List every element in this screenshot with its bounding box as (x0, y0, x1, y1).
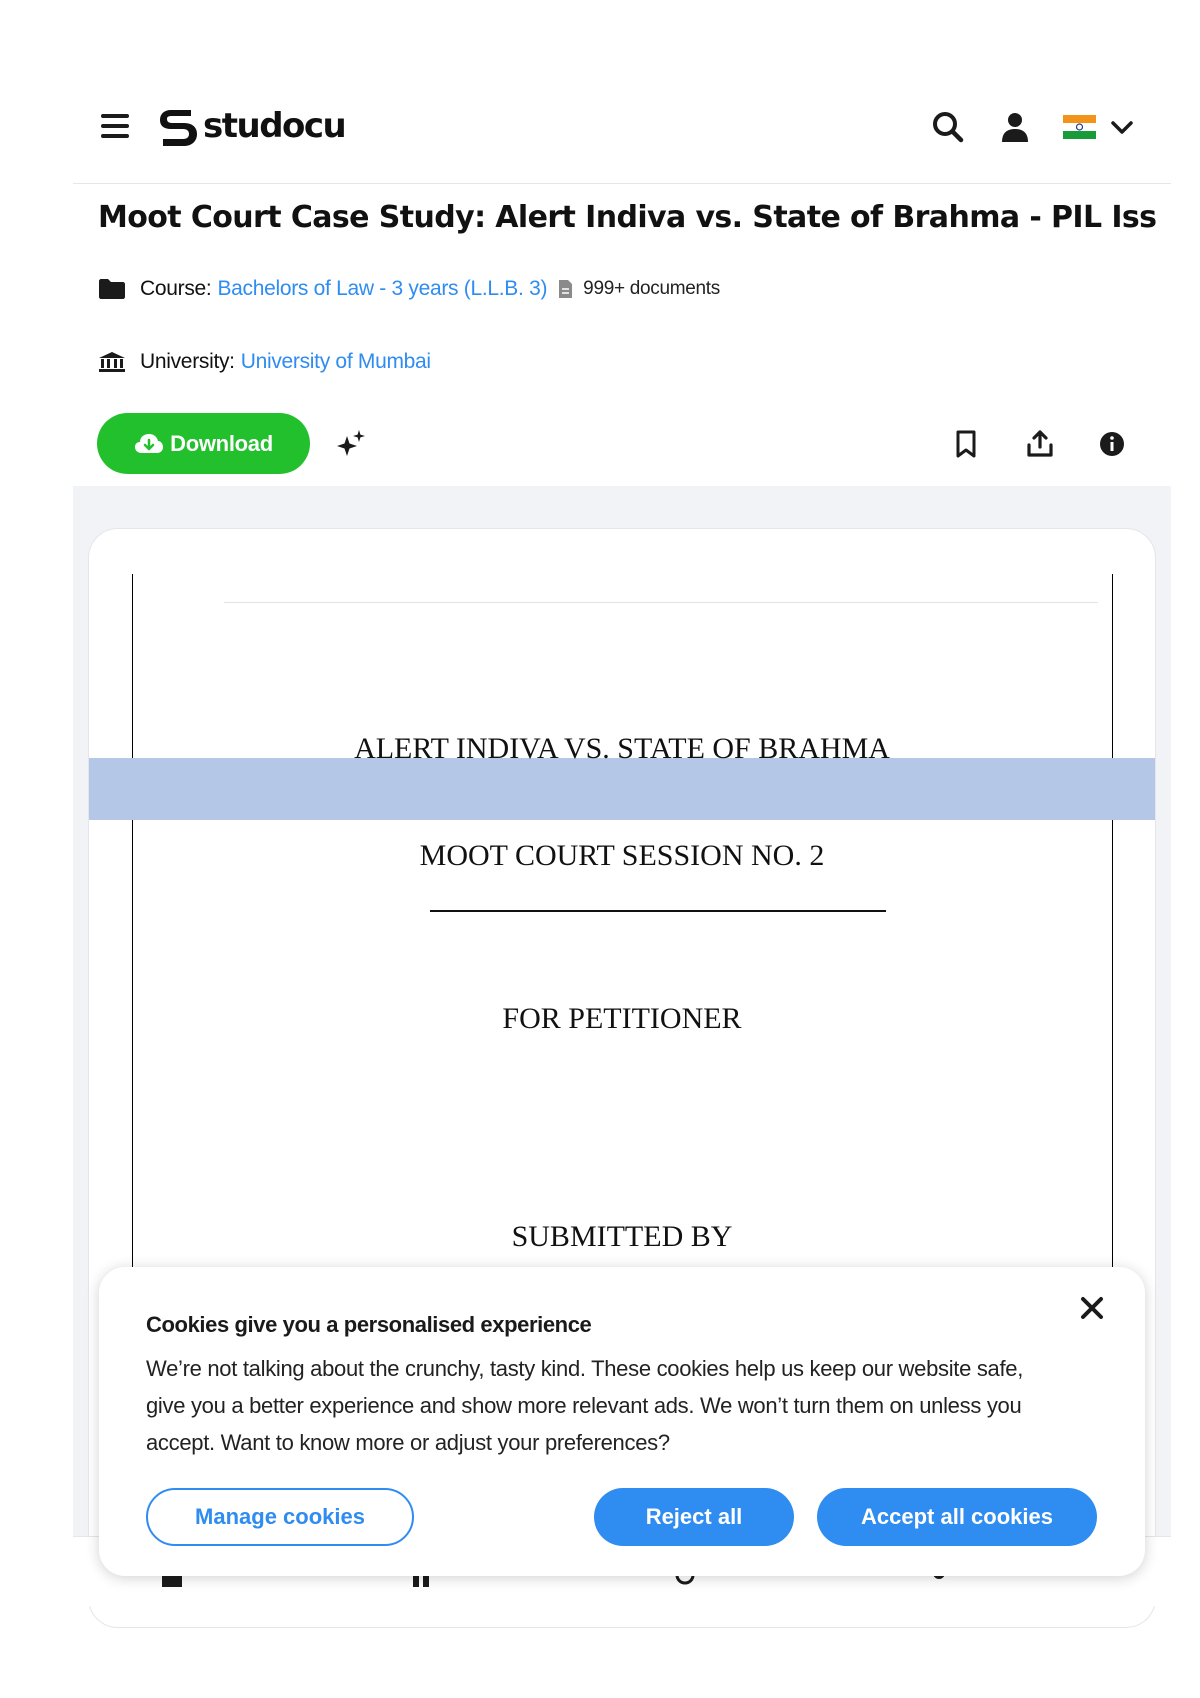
text-highlight (89, 758, 1155, 820)
cookie-title: Cookies give you a personalised experience (146, 1312, 592, 1337)
download-label: Download (170, 430, 273, 456)
studocu-logo-mark-icon (155, 102, 201, 150)
university-icon (98, 351, 126, 373)
chevron-down-icon[interactable] (1110, 116, 1134, 138)
doc-session: MOOT COURT SESSION NO. 2 (419, 839, 825, 872)
cookie-banner (99, 1267, 1145, 1576)
share-icon[interactable] (1025, 428, 1055, 460)
university-row (98, 350, 431, 374)
document-title: Moot Court Case Study: Alert Indiva vs. State of Brahma - PIL Iss (98, 200, 1157, 235)
course-link[interactable]: Bachelors of Law - 3 years (L.L.B. 3) (217, 277, 548, 300)
info-icon[interactable] (1097, 428, 1127, 460)
page-top-rule (224, 602, 1098, 603)
bookmark-icon[interactable] (951, 428, 981, 460)
doc-for-petitioner: FOR PETITIONER (502, 1002, 742, 1035)
sparkle-icon[interactable] (335, 428, 367, 460)
course-doc-count: 999+ documents (583, 278, 720, 299)
page-border-right (1112, 574, 1113, 1274)
logo-text: studocu (203, 106, 346, 146)
document-icon (557, 279, 573, 299)
folder-icon (98, 278, 126, 300)
top-bar (73, 88, 1171, 184)
doc-underline (430, 910, 886, 912)
cloud-download-icon (134, 432, 164, 456)
course-label: Course: (140, 277, 212, 300)
accept-all-cookies-button[interactable]: Accept all cookies (817, 1488, 1097, 1546)
manage-cookies-button[interactable]: Manage cookies (146, 1488, 414, 1546)
course-row (98, 277, 720, 301)
india-flag-icon[interactable] (1063, 115, 1096, 139)
page-border-left (132, 574, 133, 1274)
close-icon[interactable] (1079, 1295, 1105, 1321)
doc-submitted-by: SUBMITTED BY (511, 1220, 733, 1253)
doc-case-title: ALERT INDIVA VS. STATE OF BRAHMA (354, 732, 890, 765)
cookie-body: We’re not talking about the crunchy, tasty kind. These cookies help us keep our website safe, give you a better experience and show more relevant ads. We won’t turn them on unless you accept. Want to know more or adjust your preferences? (146, 1356, 1024, 1455)
reject-all-button[interactable]: Reject all (594, 1488, 794, 1546)
university-label: University: (140, 350, 235, 373)
studocu-logo[interactable] (155, 102, 345, 150)
search-icon[interactable] (931, 110, 965, 144)
download-button[interactable] (97, 413, 310, 474)
menu-icon[interactable] (101, 114, 129, 140)
university-link[interactable]: University of Mumbai (240, 350, 431, 373)
user-icon[interactable] (998, 110, 1032, 144)
